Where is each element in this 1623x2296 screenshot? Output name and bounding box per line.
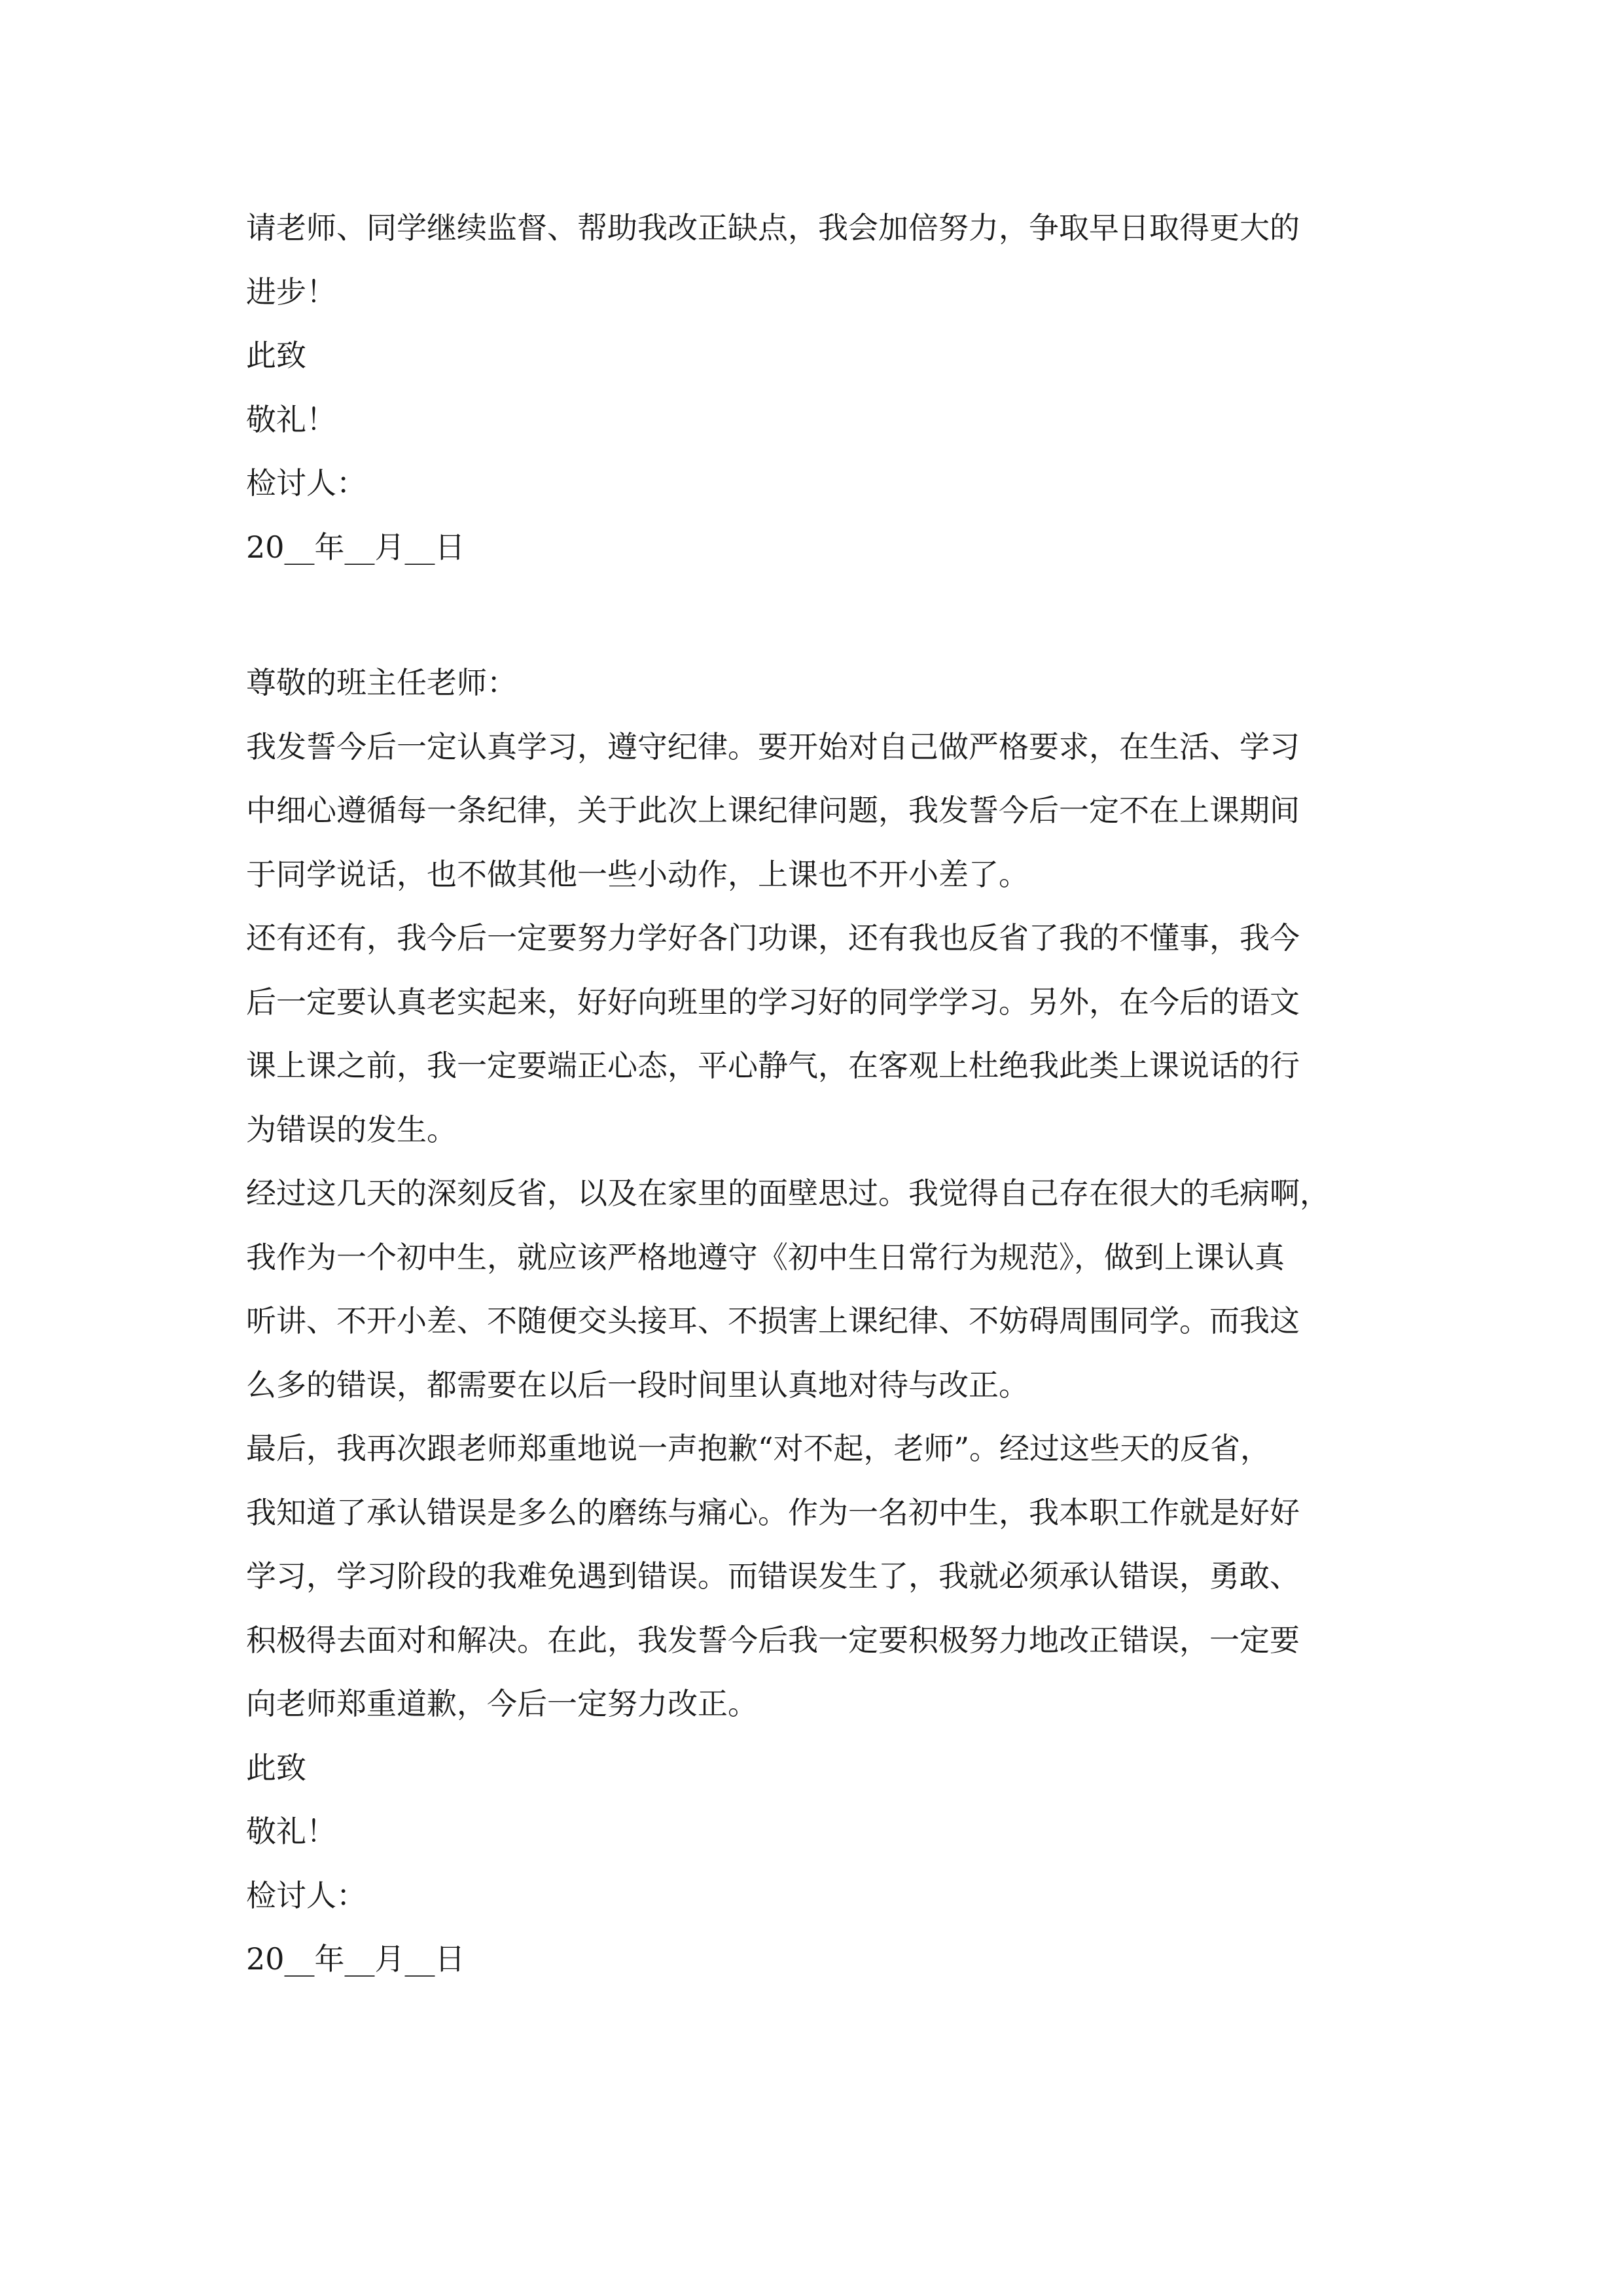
body-line: 还有还有，我今后一定要努力学好各门功课，还有我也反省了我的不懂事，我今 <box>246 920 1300 956</box>
body-line: 学习，学习阶段的我难免遇到错误。而错误发生了，我就必须承认错误，勇敢、 <box>246 1558 1300 1594</box>
letter-one <box>246 196 1398 579</box>
signature-line: 检讨人： <box>246 465 366 501</box>
closing-line: 敬礼！ <box>246 1814 336 1849</box>
body-line: 课上课之前，我一定要端正心态，平心静气，在客观上杜绝我此类上课说话的行 <box>246 1048 1300 1083</box>
body-line: 积极得去面对和解决。在此，我发誓今后我一定要积极努力地改正错误，一定要 <box>246 1622 1300 1658</box>
body-line: 我知道了承认错误是多么的磨练与痛心。作为一名初中生，我本职工作就是好好 <box>246 1494 1300 1530</box>
body-line: 于同学说话，也不做其他一些小动作，上课也不开小差了。 <box>246 856 1029 892</box>
body-line: 中细心遵循每一条纪律，关于此次上课纪律问题，我发誓今后一定不在上课期间 <box>246 793 1300 828</box>
date-line: 20__年__月__日 <box>246 1941 465 1977</box>
closing-line: 此致 <box>246 338 306 373</box>
body-line: 进步！ <box>246 274 336 310</box>
body-line: 请老师、同学继续监督、帮助我改正缺点，我会加倍努力，争取早日取得更大的 <box>246 210 1300 245</box>
body-line: 后一定要认真老实起来，好好向班里的学习好的同学学习。另外，在今后的语文 <box>246 984 1300 1020</box>
closing-line: 敬礼！ <box>246 401 336 437</box>
body-line: 最后，我再次跟老师郑重地说一声抱歉“对不起，老师”。经过这些天的反省， <box>246 1431 1271 1466</box>
body-line: 我发誓今后一定认真学习，遵守纪律。要开始对自己做严格要求，在生活、学习 <box>246 728 1300 764</box>
date-line: 20__年__月__日 <box>246 529 465 565</box>
closing-line: 此致 <box>246 1749 306 1785</box>
body-line: 为错误的发生。 <box>246 1111 457 1147</box>
body-line: 我作为一个初中生，就应该严格地遵守《初中生日常行为规范》，做到上课认真 <box>246 1239 1285 1275</box>
signature-line: 检讨人： <box>246 1877 366 1913</box>
body-line: 经过这几天的深刻反省，以及在家里的面壁思过。我觉得自己存在很大的毛病啊， <box>246 1175 1330 1211</box>
body-line: 听讲、不开小差、不随便交头接耳、不损害上课纪律、不妨碍周围同学。而我这 <box>246 1303 1300 1338</box>
body-line: 么多的错误，都需要在以后一段时间里认真地对待与改正。 <box>246 1367 1029 1403</box>
body-line: 向老师郑重道歉，今后一定努力改正。 <box>246 1686 758 1721</box>
letter-two <box>246 651 1398 1992</box>
salutation: 尊敬的班主任老师： <box>246 665 517 700</box>
